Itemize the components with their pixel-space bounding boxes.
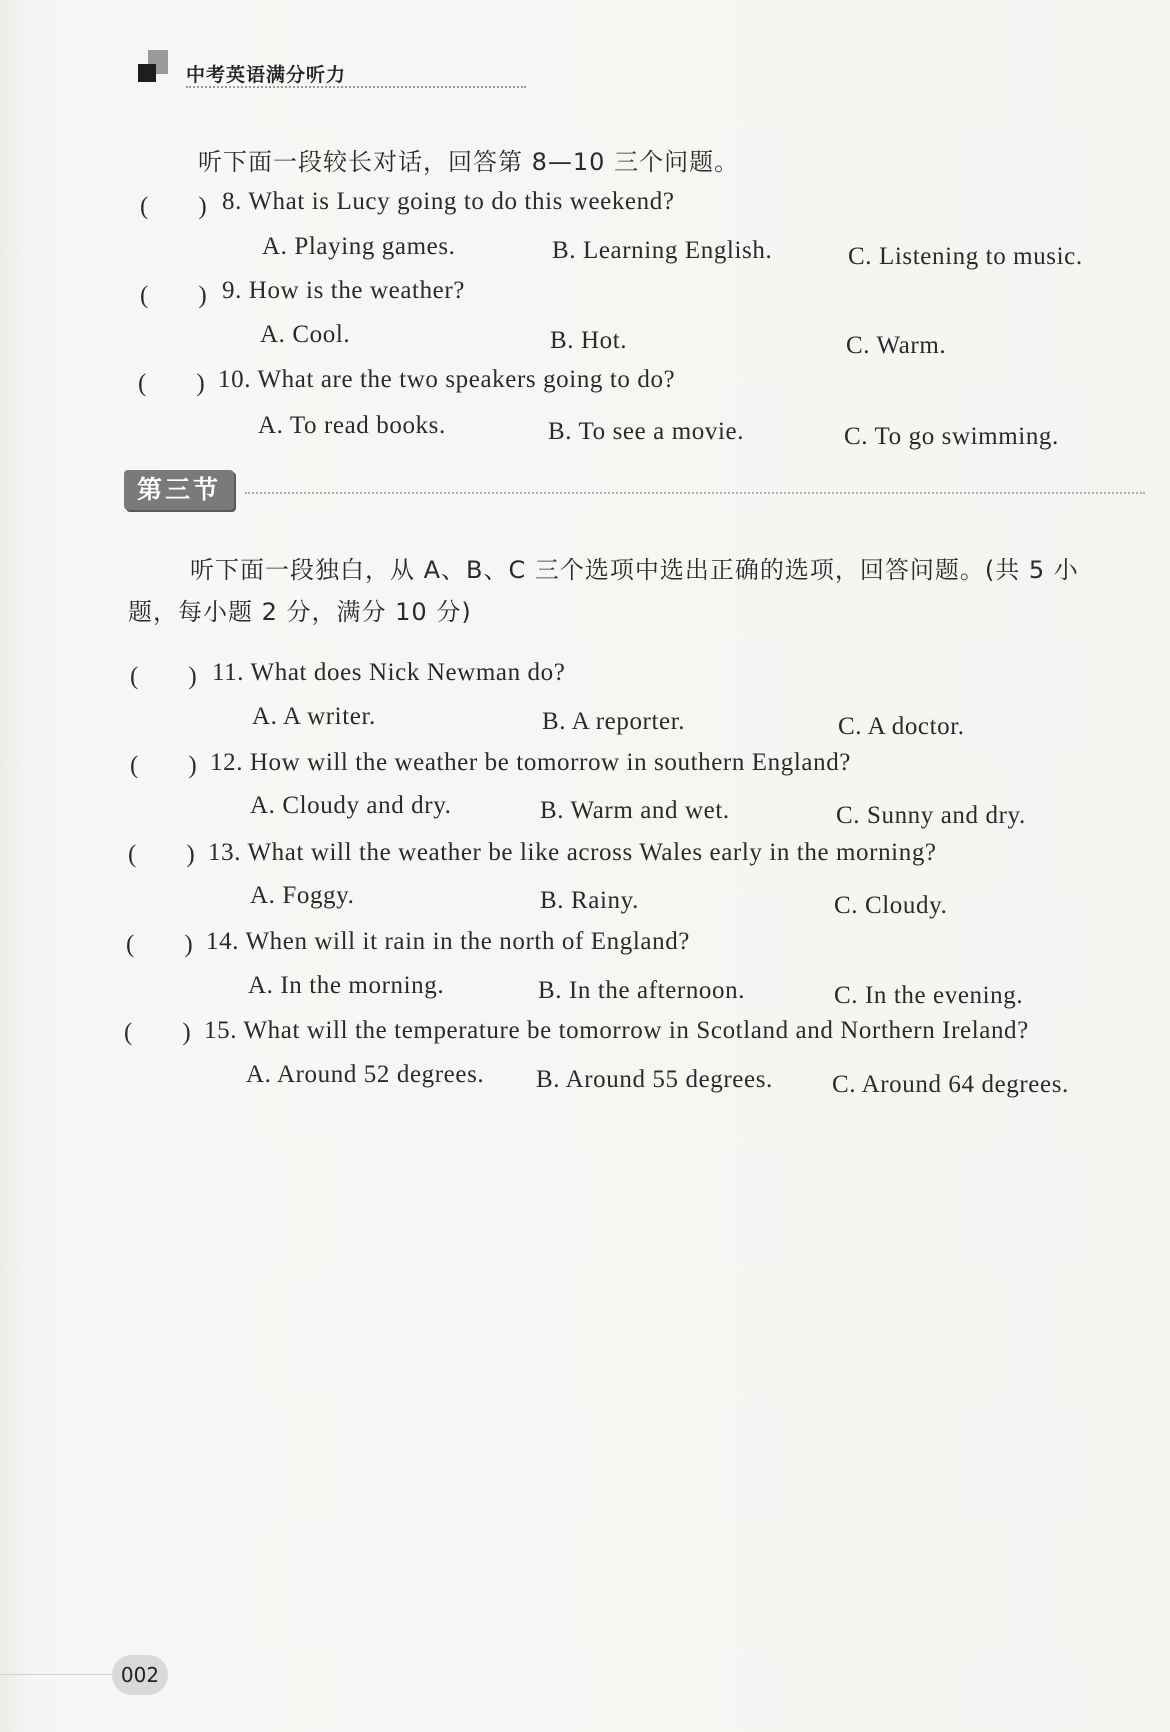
- option-10b: B. To see a movie.: [548, 418, 745, 445]
- answer-blank-9[interactable]: ( ): [140, 282, 207, 309]
- option-11c: C. A doctor.: [838, 713, 965, 740]
- option-8a: A. Playing games.: [262, 233, 456, 260]
- header-title: 中考英语满分听力: [186, 64, 347, 86]
- question-8: 8. What is Lucy going to do this weekend?: [222, 188, 675, 215]
- option-15a: A. Around 52 degrees.: [246, 1061, 485, 1088]
- option-12a: A. Cloudy and dry.: [250, 792, 452, 819]
- section-badge: 第三节: [124, 470, 234, 510]
- option-13c: C. Cloudy.: [834, 892, 948, 919]
- answer-blank-13[interactable]: ( ): [128, 841, 195, 868]
- option-11a: A. A writer.: [252, 703, 376, 730]
- option-12b: B. Warm and wet.: [540, 797, 730, 824]
- answer-blank-10[interactable]: ( ): [138, 370, 205, 397]
- question-10: 10. What are the two speakers going to do?: [218, 366, 676, 393]
- answer-blank-11[interactable]: ( ): [130, 663, 197, 690]
- option-9b: B. Hot.: [550, 327, 628, 354]
- option-13a: A. Foggy.: [250, 882, 355, 909]
- option-8b: B. Learning English.: [552, 237, 773, 264]
- option-15b: B. Around 55 degrees.: [536, 1066, 773, 1093]
- monologue-instruction-line2: 题，每小题 2 分，满分 10 分): [128, 598, 472, 626]
- page-header: [138, 50, 398, 90]
- option-10a: A. To read books.: [258, 412, 446, 439]
- question-13: 13. What will the weather be like across Wales early in the morning?: [208, 839, 937, 866]
- option-8c: C. Listening to music.: [848, 243, 1083, 270]
- question-11: 11. What does Nick Newman do?: [212, 659, 566, 686]
- option-10c: C. To go swimming.: [844, 423, 1059, 450]
- question-15: 15. What will the temperature be tomorrow in Scotland and Northern Ireland?: [204, 1017, 1029, 1044]
- page-number: 002: [112, 1655, 168, 1695]
- question-9: 9. How is the weather?: [222, 277, 465, 304]
- header-logo-icon: [138, 50, 170, 84]
- answer-blank-14[interactable]: ( ): [126, 931, 193, 958]
- option-14c: C. In the evening.: [834, 982, 1024, 1009]
- question-12: 12. How will the weather be tomorrow in southern England?: [210, 749, 851, 776]
- page-number-rule: [0, 1674, 112, 1675]
- option-9c: C. Warm.: [846, 332, 947, 359]
- option-9a: A. Cool.: [260, 321, 351, 348]
- section-divider: [245, 492, 1145, 494]
- answer-blank-15[interactable]: ( ): [124, 1019, 191, 1046]
- option-13b: B. Rainy.: [540, 887, 639, 914]
- option-12c: C. Sunny and dry.: [836, 802, 1026, 829]
- header-underline: [186, 86, 526, 88]
- question-14: 14. When will it rain in the north of England?: [206, 928, 690, 955]
- option-14a: A. In the morning.: [248, 972, 445, 999]
- option-11b: B. A reporter.: [542, 708, 686, 735]
- answer-blank-8[interactable]: ( ): [140, 193, 207, 220]
- answer-blank-12[interactable]: ( ): [130, 752, 197, 779]
- dialogue-instruction: 听下面一段较长对话，回答第 8—10 三个问题。: [198, 148, 740, 176]
- monologue-instruction-line1: 听下面一段独白，从 A、B、C 三个选项中选出正确的选项，回答问题。(共 5 小: [190, 556, 1079, 584]
- option-14b: B. In the afternoon.: [538, 977, 746, 1004]
- option-15c: C. Around 64 degrees.: [832, 1071, 1069, 1098]
